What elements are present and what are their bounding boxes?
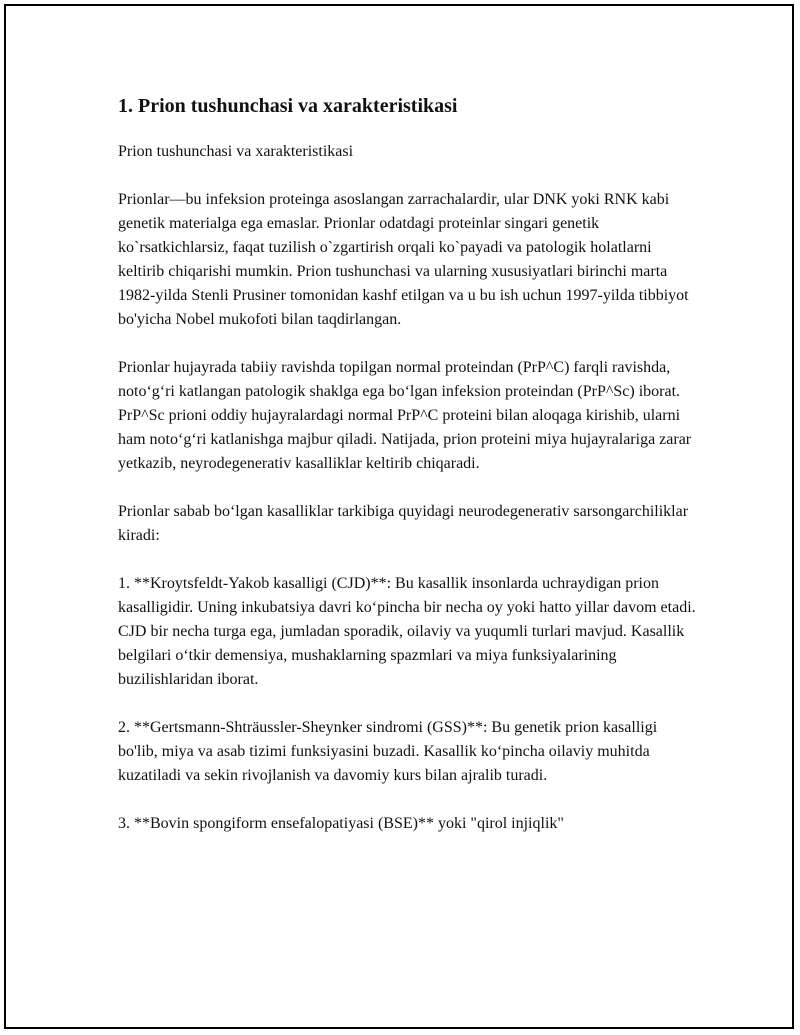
paragraph-cjd: 1. **Kroytsfeldt-Yakob kasalligi (CJD)**: Bu kasallik insonlarda uchraydigan prion kasalligidir. Uning inkubatsiya davri ko‘pincha bir necha oy yoki hatto yillar davom etadi. CJD bir necha turga ega, jumladan sporadik, oilaviy va yuqumli turlari mavjud. Kasallik belgilari o‘tkir demensiya, mushaklarning spazmlari va miya funksiyalarining buzilishlaridan iborat. [118,575,696,688]
section-heading: 1. Prion tushunchasi va xarakteristikasi [118,95,458,117]
section-subheading: Prion tushunchasi va xarakteristikasi [118,143,354,160]
document-body [118,92,698,860]
paragraph-gss: 2. **Gertsmann-Shträussler-Sheynker sindromi (GSS)**: Bu genetik prion kasalligi bo'lib, miya va asab tizimi funksiyasini buzadi. Kasallik ko‘pincha oilaviy muhitda kuzatiladi va sekin rivojlanish va davomiy kurs bilan ajralib turadi. [118,719,658,784]
paragraph-protein: Prionlar hujayrada tabiiy ravishda topilgan normal proteindan (PrP^C) farqli ravishda, noto‘g‘ri katlangan patologik shaklga ega bo‘lgan infeksion proteindan (PrP^Sc) iborat. PrP^Sc prioni oddiy hujayralardagi normal PrP^C proteini bilan aloqaga kirishib, ularni ham noto‘g‘ri katlanishga majbur qiladi. Natijada, prion proteini miya hujayralariga zarar yetkazib, neyrodegenerativ kasalliklar keltirib chiqaradi. [118,359,692,472]
paragraph-bse: 3. **Bovin spongiform ensefalopatiyasi (BSE)** yoki "qirol injiqlik" [118,815,564,832]
paragraph-intro: Prionlar—bu infeksion proteinga asoslangan zarrachalardir, ular DNK yoki RNK kabi genetik materialga ega emaslar. Prionlar odatdagi proteinlar singari genetik ko`rsatkichlarsiz, faqat tuzilish o`zgartirish orqali ko`payadi va patologik holatlarni keltirib chiqarishi mumkin. Prion tushunchasi va ularning xususiyatlari birinchi marta 1982-yilda Stenli Prusiner tomonidan kashf etilgan va u bu ish uchun 1997-yilda tibbiyot bo'yicha Nobel mukofoti bilan taqdirlangan. [118,191,689,328]
paragraph-diseases-intro: Prionlar sabab bo‘lgan kasalliklar tarkibiga quyidagi neurodegenerativ sarsongarchiliklar kiradi: [118,503,689,544]
